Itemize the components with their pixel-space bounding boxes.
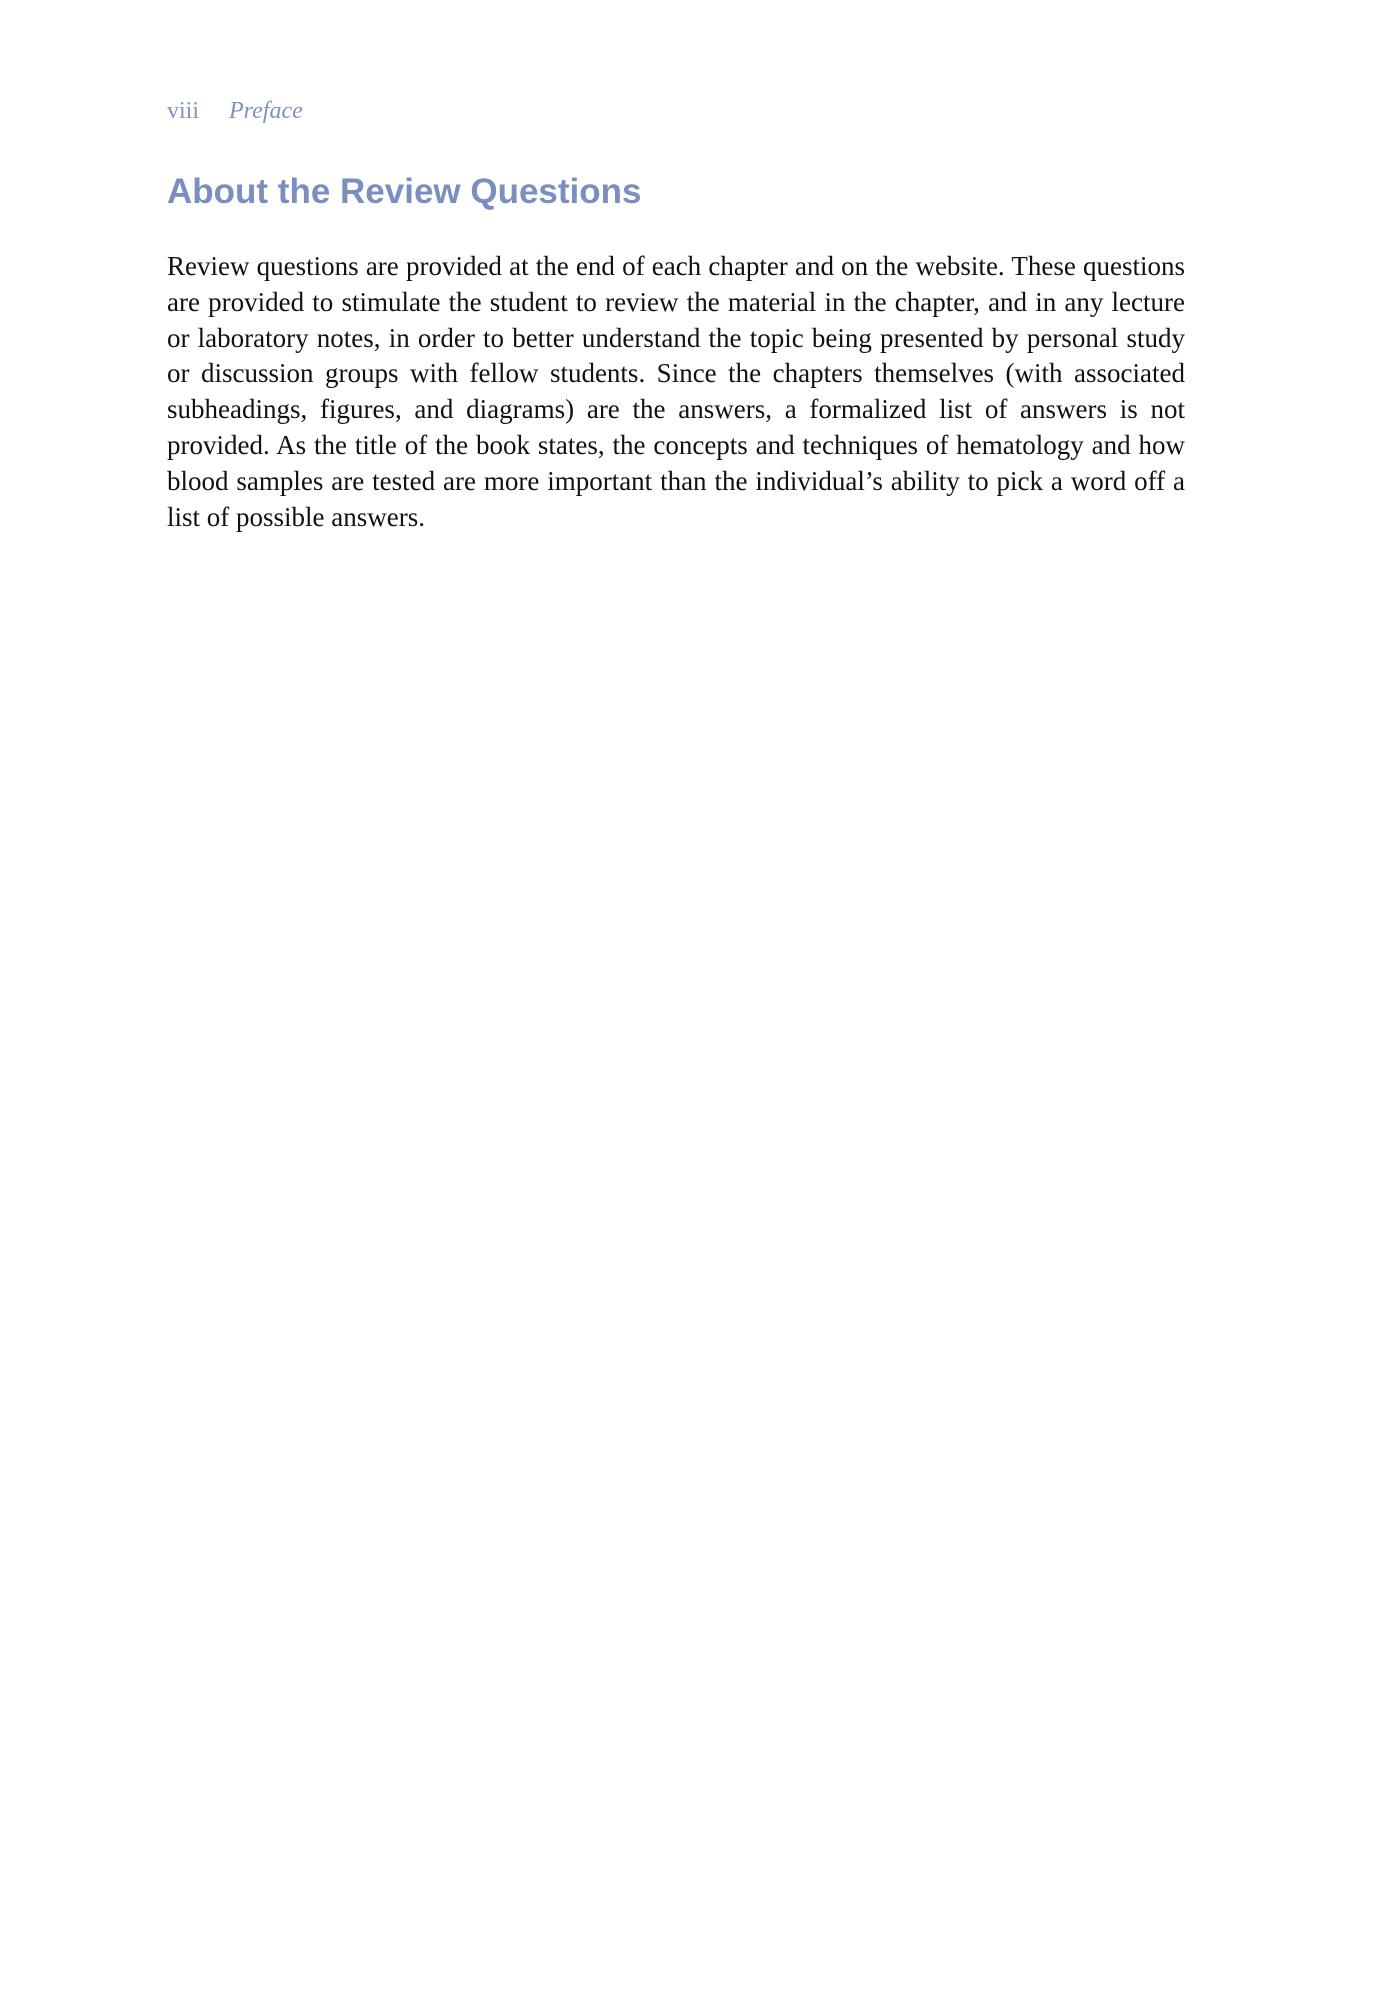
section-heading: About the Review Questions (167, 172, 642, 211)
running-head (167, 96, 303, 126)
running-head-section: Preface (229, 98, 303, 124)
body-paragraph: Review questions are provided at the end of each chapter and on the website. These questions are provided to stimulate the student to review the material in the chapter, and in any lecture or laboratory notes, in order to better understand the topic being presented by personal study or discussion groups with fellow students. Since the chapters themselves (with associated subheadings, figures, and diagrams) are the answers, a formalized list of answers is not provided. As the title of the book states, the concepts and techniques of hematology and how blood samples are tested are more important than the individual’s ability to pick a word off a list of possible answers. (167, 251, 1185, 532)
page-number: viii (167, 98, 200, 124)
